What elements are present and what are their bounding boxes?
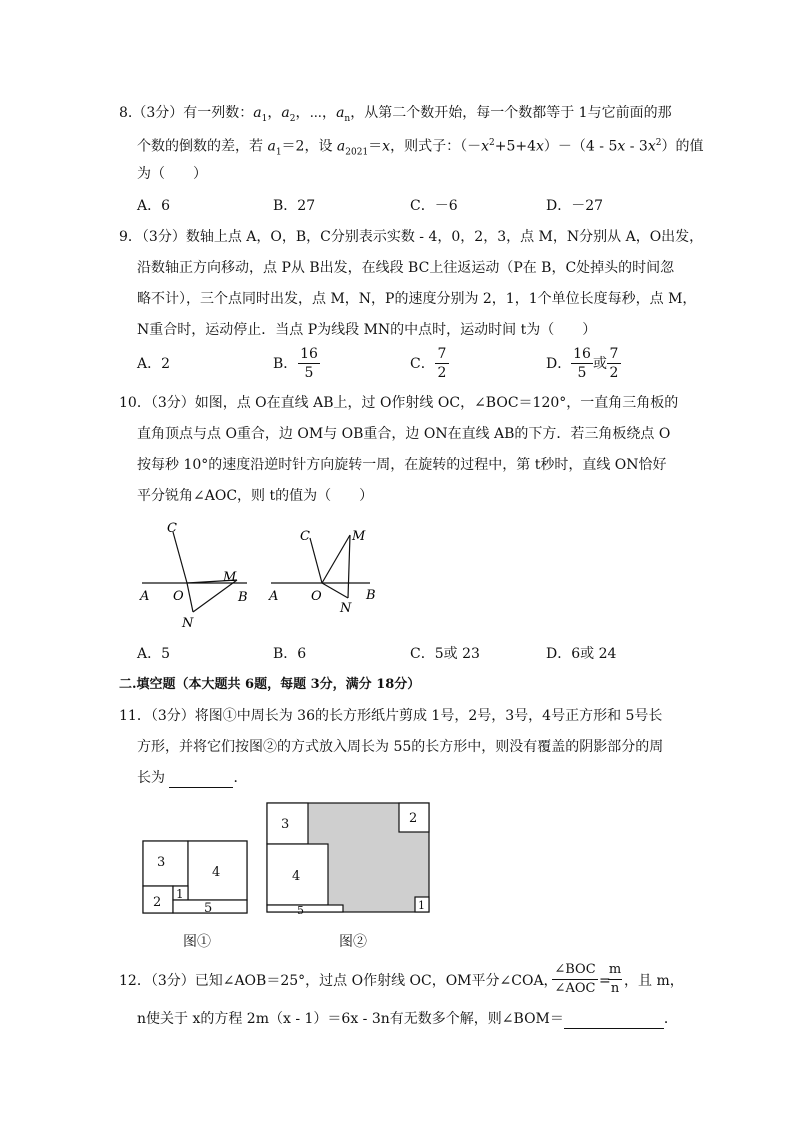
q10-line1: 10．（3分）如图，点 O在直线 AB上，过 O作射线 OC，∠BOC＝120°，一直角三角板的 (119, 395, 679, 411)
q8-option-a[interactable]: A．6 (137, 198, 171, 214)
q10-option-d[interactable]: D．6或 24 (546, 646, 617, 662)
fig2-label-3: 3 (281, 817, 290, 832)
q12-fraction-angles: ∠BOC ∠AOC (552, 962, 598, 997)
q8-option-b[interactable]: B．27 (273, 198, 316, 214)
q8-option-c[interactable]: C．－6 (410, 198, 458, 214)
fig2-label-4: 4 (292, 869, 301, 884)
q9-option-d-fraction1: 16 5 (571, 346, 593, 381)
q10-option-c[interactable]: C．5或 23 (410, 646, 480, 662)
fig1-label-b: B (238, 590, 248, 605)
fig1-label-m: M (223, 570, 237, 585)
q9-line2: 沿数轴正方向移动，点 P从 B出发，在线段 BC上往返运动（P在 B，C处掉头的时间忽 (137, 260, 675, 276)
fig1-label-a: A (140, 589, 150, 604)
q12-fraction-mn: m n (608, 962, 622, 996)
side-on-2 (322, 583, 348, 598)
q10-figures (130, 515, 390, 635)
q12-answer-blank[interactable] (564, 1014, 664, 1029)
fig2-label-c: C (300, 529, 310, 544)
q8-line1: 8.（3分）有一列数：$a_1$，$a_2$，⋯，$a_n$，从第二个数开始，每一个数都等于 1与它前面的那 (119, 105, 672, 124)
q10-option-b[interactable]: B．6 (273, 646, 307, 662)
q11-answer-blank[interactable] (169, 773, 233, 788)
q11-line3: 长为 ． (137, 770, 248, 786)
q10-line3: 按每秒 10°的速度沿逆时针方向旋转一周，在旋转的过程中，第 t秒时，直线 ON恰好 (137, 457, 667, 473)
q12-line1-b: ，且 m， (624, 973, 684, 989)
q8-option-d[interactable]: D．－27 (546, 198, 604, 214)
q10-line2: 直角顶点与点 O重合，边 OM与 OB重合，边 ON在直线 AB的下方．若三角板绕点 O (137, 426, 671, 442)
fig1-label-5: 5 (204, 901, 213, 916)
side-om-2 (322, 535, 350, 583)
q11-figure-1 (140, 838, 250, 916)
fig2-label-1: 1 (418, 899, 425, 912)
q8-line2: 个数的倒数的差，若 $a_1=2$，设 $a_{2021}=x$，则式子：$(-x^2+5+4x)-(4 - 5x - 3x^2)$的值 (137, 138, 704, 158)
section-2-title: 二.填空题（本大题共 6题，每题 3分，满分 18分） (119, 677, 421, 692)
q12-line1-a: 12．（3分）已知∠AOB＝25°，过点 O作射线 OC，OM平分∠COA， (119, 973, 558, 989)
fig2-rect-5 (267, 905, 343, 912)
q11-figure-2 (263, 799, 435, 917)
fig1-label-4: 4 (212, 865, 221, 880)
q10-option-a[interactable]: A．5 (137, 646, 171, 662)
side-on (187, 583, 193, 612)
fig1-label-1: 1 (176, 887, 184, 901)
fig1-label-2: 2 (153, 895, 162, 910)
fig2-label-a: A (269, 589, 279, 604)
ray-oc-2 (310, 538, 322, 583)
q9-option-c[interactable]: C． (410, 356, 435, 372)
q11-line1: 11．（3分）将图①中周长为 36的长方形纸片剪成 1号，2号，3号，4号正方形和 5号长 (119, 708, 663, 724)
q11-figure-2-caption: 图② (339, 934, 367, 950)
fig2-label-m: M (352, 529, 366, 544)
q12-equals: = (599, 973, 611, 989)
q9-option-b-fraction: 16 5 (298, 346, 320, 381)
fig1-label-o: O (173, 589, 184, 604)
fig1-square-3 (143, 841, 188, 886)
q9-line3: 略不计），三个点同时出发，点 M，N，P的速度分别为 2，1，1个单位长度每秒，点 M， (137, 291, 697, 307)
q11-line2: 方形，并将它们按图②的方式放入周长为 55的长方形中，则没有覆盖的阴影部分的周 (137, 739, 664, 755)
side-mn-2 (348, 535, 350, 598)
fig2-label-5: 5 (297, 904, 304, 917)
fig2-label-b: B (366, 588, 376, 603)
q9-line4: N重合时，运动停止．当点 P为线段 MN的中点时，运动时间 t为（ ） (137, 322, 597, 338)
q9-option-a[interactable]: A．2 (137, 356, 171, 372)
q12-line2: n使关于 x的方程 2m（x - 1）＝6x - 3n有无数多个解，则∠BOM＝ ． (137, 1011, 678, 1027)
fig2-label-n: N (340, 601, 352, 616)
fig1-label-c: C (167, 521, 177, 536)
q8-line3: 为（ ） (137, 166, 207, 182)
q9-option-d-fraction2: 7 2 (607, 346, 621, 381)
fig1-label-3: 3 (157, 855, 166, 870)
fig2-label-2: 2 (409, 811, 418, 826)
q9-option-d[interactable]: D． (546, 356, 572, 372)
q10-line4: 平分锐角∠AOC，则 t的值为（ ） (137, 488, 374, 504)
q9-line1: 9．（3分）数轴上点 A，O，B，C分别表示实数 - 4，0，2，3，点 M，N分别从 A，O出发， (119, 229, 704, 245)
fig2-label-o: O (311, 589, 322, 604)
q11-figure-1-caption: 图① (183, 934, 211, 950)
ray-oc (173, 532, 187, 583)
q9-option-c-fraction: 7 2 (435, 346, 449, 381)
fig1-label-n: N (182, 616, 194, 631)
q9-option-b[interactable]: B． (273, 356, 298, 372)
q9-option-d-or: 或 (593, 356, 607, 372)
